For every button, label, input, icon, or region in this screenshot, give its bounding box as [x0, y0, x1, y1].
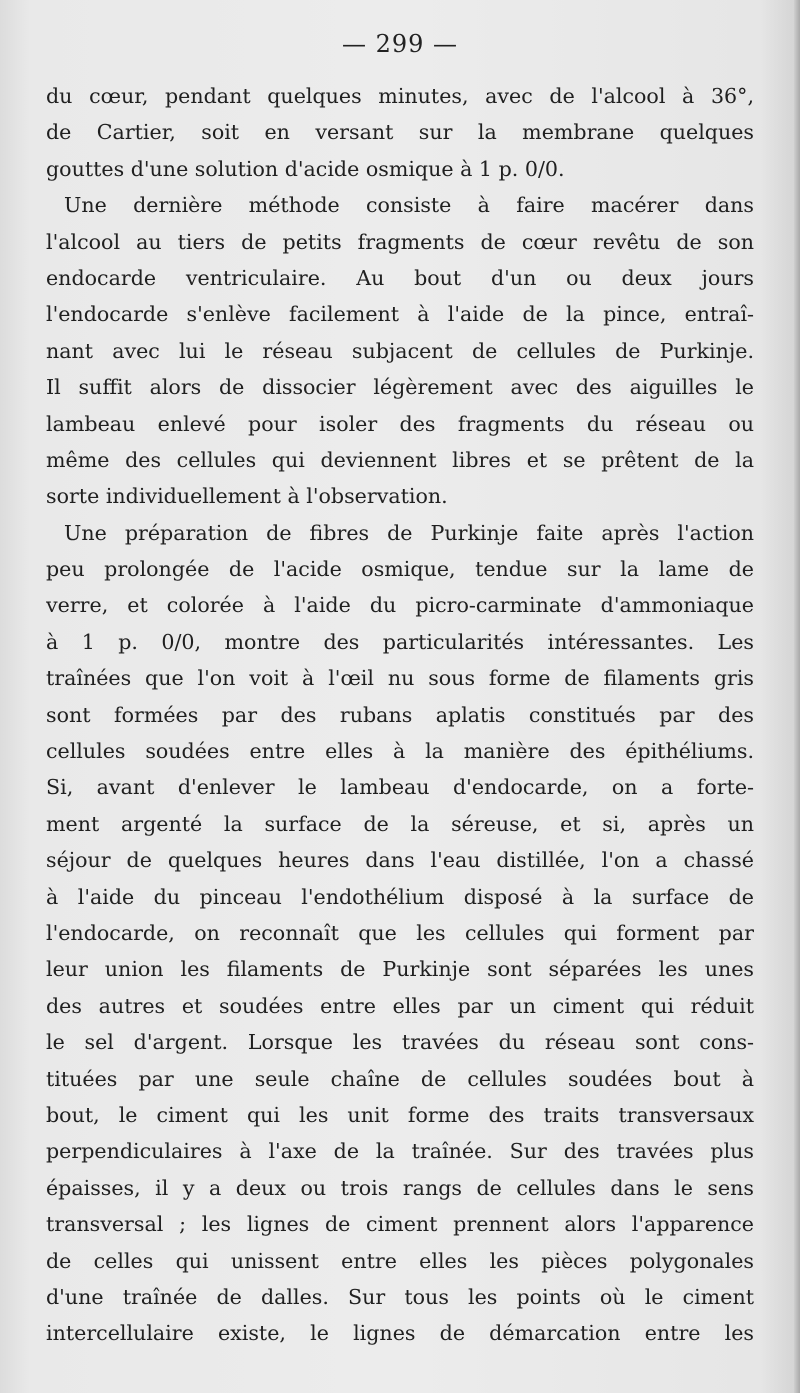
text-line: épaisses, il y a deux ou trois rangs de cellules dans le sens — [46, 1175, 754, 1200]
text-line: transversal ; les lignes de ciment prennent alors l'apparence — [46, 1212, 754, 1237]
text-line: peu prolongée de l'acide osmique, tendue sur la lame de — [46, 557, 754, 582]
text-line: Une dernière méthode consiste à faire macérer dans — [64, 193, 754, 218]
text-line: traînées que l'on voit à l'œil nu sous forme de filaments gris — [46, 666, 754, 691]
text-line: de celles qui unissent entre elles les pièces polygonales — [46, 1248, 754, 1273]
text-line: ment argenté la surface de la séreuse, et si, après un — [46, 811, 754, 836]
text-line: Une préparation de fibres de Purkinje faite après l'action — [64, 520, 754, 545]
page-number: — 299 — — [341, 30, 459, 58]
text-line: bout, le ciment qui les unit forme des traits transversaux — [46, 1102, 754, 1127]
text-line: perpendiculaires à l'axe de la traînée. Sur des travées plus — [46, 1139, 754, 1164]
text-line: d'une traînée de dalles. Sur tous les points où le ciment — [46, 1284, 754, 1309]
text-line: lambeau enlevé pour isoler des fragments du réseau ou — [46, 411, 754, 436]
text-line: du cœur, pendant quelques minutes, avec de l'alcool à 36°, — [46, 84, 754, 108]
text-line: intercellulaire existe, le lignes de démarcation entre les — [46, 1321, 754, 1346]
text-line: tituées par une seule chaîne de cellules soudées bout à — [46, 1066, 754, 1091]
text-line: le sel d'argent. Lorsque les travées du réseau sont cons- — [46, 1030, 754, 1055]
text-line: l'endocarde, on reconnaît que les cellules qui forment par — [46, 920, 754, 945]
text-line: Si, avant d'enlever le lambeau d'endocarde, on a forte- — [46, 775, 754, 800]
text-line: verre, et colorée à l'aide du picro-carminate d'ammoniaque — [46, 593, 754, 618]
text-line: de Cartier, soit en versant sur la membrane quelques — [46, 120, 754, 145]
text-line: gouttes d'une solution d'acide osmique à 1 p. 0/0. — [46, 156, 565, 181]
text-line: séjour de quelques heures dans l'eau distillée, l'on a chassé — [46, 848, 754, 873]
text-line: des autres et soudées entre elles par un ciment qui réduit — [46, 993, 754, 1018]
page-edge-shadow — [794, 0, 800, 1393]
text-line: leur union les filaments de Purkinje sont séparées les unes — [46, 957, 754, 982]
text-line: à 1 p. 0/0, montre des particularités intéressantes. Les — [46, 629, 754, 654]
text-line: cellules soudées entre elles à la manière des épithéliums. — [46, 739, 754, 764]
body-text — [46, 78, 754, 1352]
text-line: à l'aide du pinceau l'endothélium disposé à la surface de — [46, 884, 754, 909]
text-line: endocarde ventriculaire. Au bout d'un ou deux jours — [46, 265, 754, 290]
text-line: sont formées par des rubans aplatis constitués par des — [46, 702, 754, 727]
text-line: nant avec lui le réseau subjacent de cellules de Purkinje. — [46, 338, 754, 363]
text-line: sorte individuellement à l'observation. — [46, 484, 448, 509]
text-line: Il suffit alors de dissocier légèrement avec des aiguilles le — [46, 375, 754, 400]
text-line: même des cellules qui deviennent libres et se prêtent de la — [46, 447, 754, 472]
text-line: l'alcool au tiers de petits fragments de cœur revêtu de son — [46, 229, 754, 254]
text-line: l'endocarde s'enlève facilement à l'aide de la pince, entraî- — [46, 302, 754, 327]
